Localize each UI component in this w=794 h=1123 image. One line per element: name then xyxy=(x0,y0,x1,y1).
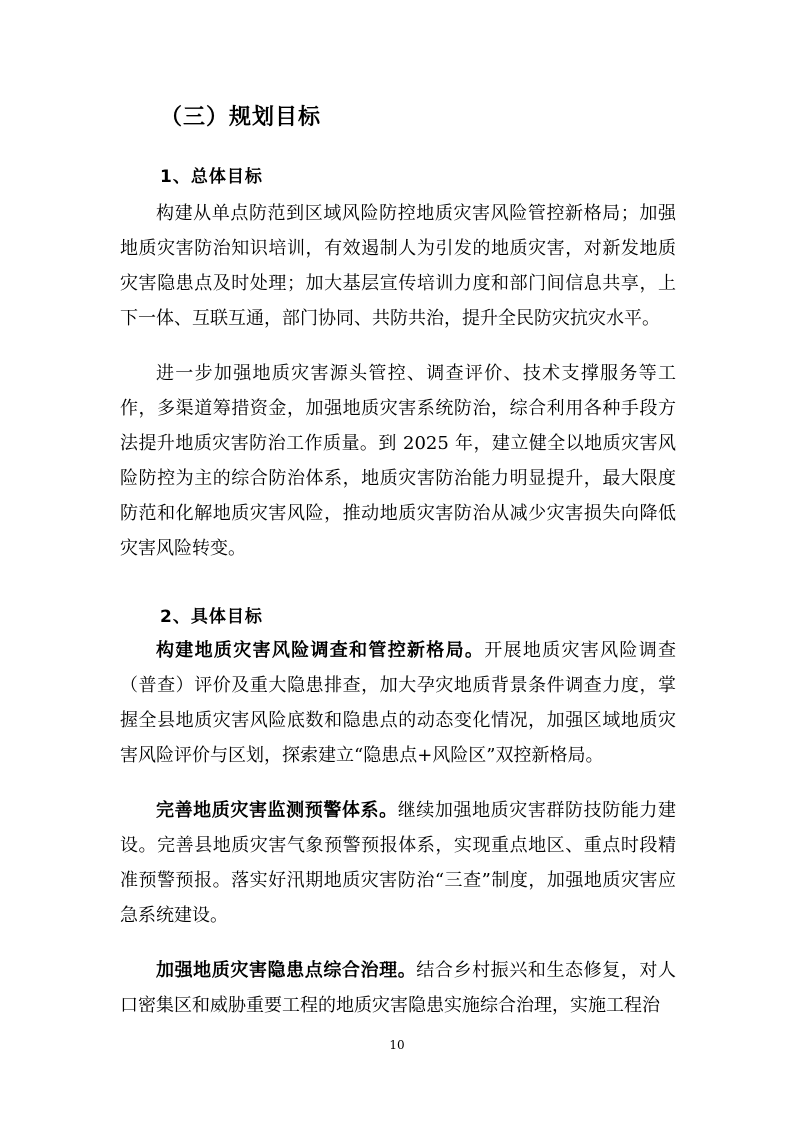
page-number: 10 xyxy=(389,1038,405,1052)
subheading-specific-goals: 2、具体目标 xyxy=(160,607,263,627)
paragraph-overall-1: 构建从单点防范到区域风险防控地质灾害风险管控新格局；加强地质灾害防治知识培训，有效遏制人为引发的地质灾害，对新发地质灾害隐患点及时处理；加大基层宣传培训力度和部门间信息共享，上下一体、互联互通，部门协同、共防共治，提升全民防灾抗灾水平。 xyxy=(120,203,676,329)
paragraph-specific-2 xyxy=(120,793,676,933)
subheading-overall-goals: 1、总体目标 xyxy=(160,167,263,187)
paragraph-lead-bold: 完善地质灾害监测预警体系。 xyxy=(156,800,398,821)
paragraph-body: 开展地质灾害风险调查（普查）评价及重大隐患排查，加大孕灾地质背景条件调查力度，掌握全县地质灾害风险底数和隐患点的动态变化情况，加强区域地质灾害风险评价与区划，探索建立“隐患点+风险区”双控新格局。 xyxy=(120,640,677,766)
paragraph-lead-bold: 加强地质灾害隐患点综合治理。 xyxy=(156,960,417,981)
paragraph-lead-bold: 构建地质灾害风险调查和管控新格局。 xyxy=(156,640,485,661)
paragraph-body: 继续加强地质灾害群防技防能力建设。完善县地质灾害气象预警预报体系，实现重点地区、重点时段精准预警预报。落实好汛期地质灾害防治“三查”制度，加强地质灾害应急系统建设。 xyxy=(120,800,676,926)
section-heading: （三）规划目标 xyxy=(160,105,322,130)
paragraph-specific-1 xyxy=(120,633,676,773)
paragraph-specific-3 xyxy=(120,953,676,1023)
paragraph-body: 结合乡村振兴和生态修复，对人口密集区和威胁重要工程的地质灾害隐患实施综合治理，实施工程治 xyxy=(120,960,676,1016)
paragraph-overall-2: 进一步加强地质灾害源头管控、调查评价、技术支撑服务等工作，多渠道筹措资金，加强地质灾害系统防治，综合利用各种手段方法提升地质灾害防治工作质量。到 2025 年，建立健全以地质灾害风险防控为主的综合防治体系，地质灾害防治能力明显提升，最大限度防范和化解地质灾害风险，推动地质灾害防治从减少灾害损失向降低灾害风险转变。 xyxy=(120,363,676,559)
